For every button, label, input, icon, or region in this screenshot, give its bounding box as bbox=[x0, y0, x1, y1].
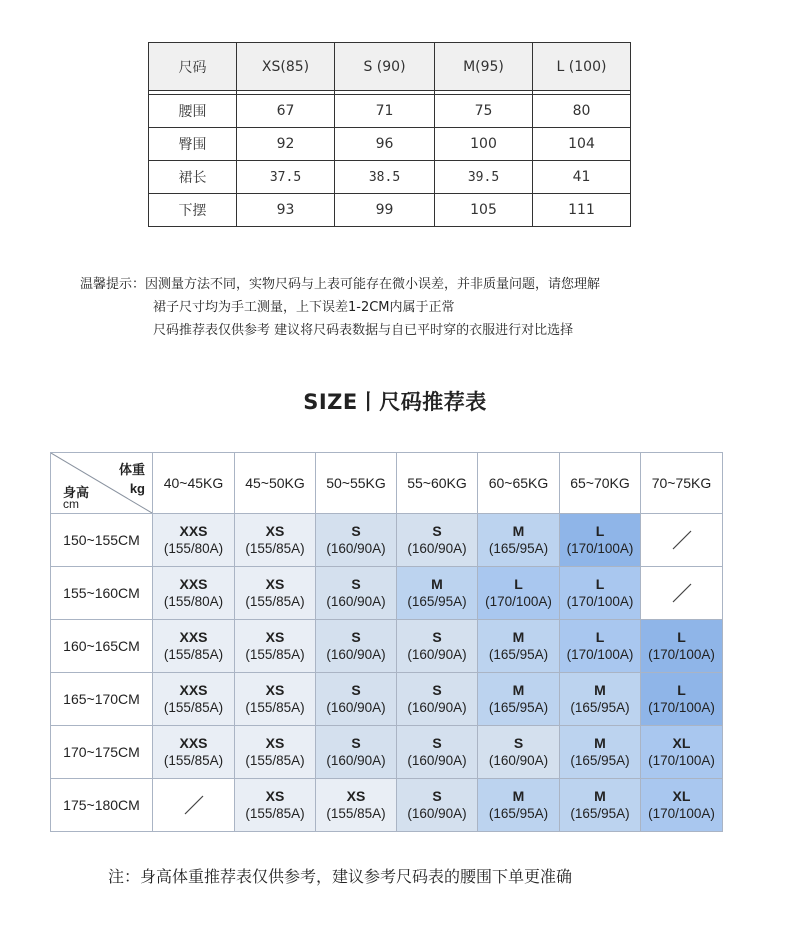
size-cell bbox=[478, 567, 560, 620]
not-recommended-cell bbox=[641, 567, 723, 620]
size-label: XS bbox=[265, 629, 285, 645]
size-label: XS bbox=[346, 788, 366, 804]
weight-header: 60~65KG bbox=[478, 453, 560, 514]
size-label: S bbox=[432, 629, 442, 645]
size-cell bbox=[397, 567, 478, 620]
size-spec: (155/85A) bbox=[245, 700, 305, 715]
note-line-1 bbox=[80, 273, 600, 296]
size-label: L bbox=[514, 576, 523, 592]
size-spec: (155/85A) bbox=[245, 806, 305, 821]
row-label: 臀围 bbox=[149, 128, 237, 161]
cell-value: 71 bbox=[335, 95, 435, 128]
size-cell bbox=[641, 620, 723, 673]
size-spec: (165/95A) bbox=[488, 700, 549, 715]
cell-value: 41 bbox=[533, 161, 631, 194]
size-label: XS bbox=[265, 788, 285, 804]
measurement-header-row bbox=[149, 43, 631, 91]
size-cell bbox=[397, 620, 478, 673]
measurement-table bbox=[148, 42, 631, 227]
size-spec: (155/85A) bbox=[245, 594, 305, 609]
height-row bbox=[51, 567, 723, 620]
size-cell bbox=[316, 779, 397, 832]
measurement-row-hip bbox=[149, 128, 631, 161]
size-spec: (165/95A) bbox=[488, 647, 549, 662]
size-cell bbox=[478, 620, 560, 673]
size-spec: (160/90A) bbox=[326, 700, 386, 715]
size-spec: (165/95A) bbox=[570, 806, 630, 821]
size-spec: (160/90A) bbox=[407, 647, 467, 662]
size-label: XS bbox=[265, 682, 285, 698]
size-label: XXS bbox=[179, 576, 208, 592]
size-label: M bbox=[594, 735, 606, 751]
size-label: M bbox=[512, 788, 525, 804]
size-spec: (170/100A) bbox=[485, 594, 552, 609]
note-prefix: 温馨提示： bbox=[80, 277, 146, 292]
not-recommended-cell bbox=[641, 514, 723, 567]
size-cell bbox=[478, 779, 560, 832]
weight-header: 50~55KG bbox=[316, 453, 397, 514]
size-spec: (160/90A) bbox=[407, 806, 467, 821]
note-text-1: 因测量方法不同，实物尺码与上表可能存在微小误差，并非质量问题，请您理解 bbox=[145, 277, 601, 292]
cell-value: 75 bbox=[435, 95, 533, 128]
size-label: L bbox=[595, 629, 605, 645]
size-cell bbox=[153, 514, 235, 567]
size-spec: (155/85A) bbox=[163, 647, 224, 662]
size-label: XL bbox=[672, 735, 691, 751]
size-spec: (160/90A) bbox=[407, 541, 467, 556]
size-cell bbox=[560, 620, 641, 673]
size-spec: (155/80A) bbox=[163, 541, 224, 556]
size-spec: (155/85A) bbox=[163, 753, 224, 768]
size-label: S bbox=[351, 523, 361, 539]
height-label: 165~170CM bbox=[51, 673, 153, 726]
size-cell bbox=[316, 726, 397, 779]
weight-header: 65~70KG bbox=[560, 453, 641, 514]
measurement-row-length bbox=[149, 161, 631, 194]
size-label: S bbox=[432, 523, 442, 539]
size-label: S bbox=[432, 682, 442, 698]
weight-header-row bbox=[51, 453, 723, 514]
size-label: S bbox=[432, 735, 442, 751]
size-spec: (160/90A) bbox=[488, 753, 549, 768]
section-title: SIZE丨尺码推荐表 bbox=[303, 390, 487, 414]
size-cell bbox=[235, 779, 316, 832]
note-line-2: 裙子尺寸均为手工测量，上下误差1-2CM内属于正常 bbox=[153, 300, 455, 315]
size-label: L bbox=[677, 682, 686, 698]
size-cell bbox=[641, 673, 723, 726]
size-spec: (155/85A) bbox=[163, 700, 224, 715]
size-spec: (160/90A) bbox=[326, 541, 386, 556]
size-label: L bbox=[595, 576, 605, 592]
size-cell bbox=[153, 726, 235, 779]
size-spec: (160/90A) bbox=[326, 753, 386, 768]
size-spec: (170/100A) bbox=[566, 541, 634, 556]
size-cell bbox=[397, 779, 478, 832]
size-label: S bbox=[351, 682, 361, 698]
size-cell bbox=[153, 620, 235, 673]
size-spec: (155/85A) bbox=[245, 541, 305, 556]
size-spec: (165/95A) bbox=[570, 753, 630, 768]
size-label: XS bbox=[265, 576, 285, 592]
size-cell bbox=[235, 726, 316, 779]
size-spec: (160/90A) bbox=[407, 753, 467, 768]
size-cell bbox=[316, 514, 397, 567]
size-spec: (170/100A) bbox=[566, 594, 634, 609]
size-cell bbox=[478, 726, 560, 779]
size-cell bbox=[397, 673, 478, 726]
cell-value: 111 bbox=[533, 194, 631, 227]
size-cell bbox=[641, 726, 723, 779]
size-cell bbox=[641, 779, 723, 832]
footnote: 注：身高体重推荐表仅供参考，建议参考尺码表的腰围下单更准确 bbox=[108, 867, 573, 886]
slash-icon bbox=[671, 582, 693, 604]
size-spec: (160/90A) bbox=[326, 594, 386, 609]
size-label: M bbox=[512, 629, 525, 645]
slash-icon bbox=[671, 529, 693, 551]
height-row bbox=[51, 673, 723, 726]
size-cell bbox=[153, 567, 235, 620]
size-label: XXS bbox=[179, 629, 208, 645]
size-cell bbox=[153, 673, 235, 726]
size-spec: (165/95A) bbox=[488, 541, 549, 556]
cell-value: 104 bbox=[533, 128, 631, 161]
cell-value: 38.5 bbox=[335, 161, 435, 194]
size-label: S bbox=[432, 788, 442, 804]
size-cell bbox=[316, 567, 397, 620]
size-spec: (165/95A) bbox=[570, 700, 630, 715]
size-spec: (170/100A) bbox=[648, 806, 715, 821]
size-spec: (155/85A) bbox=[245, 647, 305, 662]
size-label: XXS bbox=[179, 523, 208, 539]
row-label: 下摆 bbox=[149, 194, 237, 227]
size-label: S bbox=[351, 576, 361, 592]
size-label: M bbox=[594, 682, 606, 698]
size-spec: (160/90A) bbox=[407, 700, 467, 715]
height-row bbox=[51, 620, 723, 673]
header-size-label: 尺码 bbox=[149, 43, 237, 91]
height-row bbox=[51, 514, 723, 567]
row-label: 裙长 bbox=[149, 161, 237, 194]
size-label: XXS bbox=[179, 682, 208, 698]
header-l: L (100) bbox=[533, 43, 631, 91]
size-label: XXS bbox=[179, 735, 208, 751]
size-label: M bbox=[512, 682, 525, 698]
weight-header: 55~60KG bbox=[397, 453, 478, 514]
cell-value: 100 bbox=[435, 128, 533, 161]
cell-value: 37.5 bbox=[237, 161, 335, 194]
size-cell bbox=[478, 514, 560, 567]
cell-value: 105 bbox=[435, 194, 533, 227]
notes-block bbox=[80, 273, 600, 342]
weight-header: 40~45KG bbox=[153, 453, 235, 514]
height-label: 150~155CM bbox=[51, 514, 153, 567]
not-recommended-cell bbox=[153, 779, 235, 832]
weight-header: 70~75KG bbox=[641, 453, 723, 514]
size-label: S bbox=[351, 735, 361, 751]
cell-value: 93 bbox=[237, 194, 335, 227]
size-spec: (160/90A) bbox=[326, 647, 386, 662]
size-cell bbox=[560, 726, 641, 779]
size-spec: (170/100A) bbox=[648, 700, 715, 715]
size-spec: (155/85A) bbox=[326, 806, 386, 821]
corner-height: 身高 bbox=[63, 485, 90, 500]
weight-header: 45~50KG bbox=[235, 453, 316, 514]
height-row bbox=[51, 726, 723, 779]
size-cell bbox=[560, 514, 641, 567]
cell-value: 99 bbox=[335, 194, 435, 227]
height-row bbox=[51, 779, 723, 832]
cell-value: 92 bbox=[237, 128, 335, 161]
size-label: S bbox=[513, 735, 524, 751]
size-label: M bbox=[431, 576, 443, 592]
cell-value: 67 bbox=[237, 95, 335, 128]
height-label: 170~175CM bbox=[51, 726, 153, 779]
size-cell bbox=[235, 620, 316, 673]
size-label: S bbox=[351, 629, 361, 645]
size-spec: (165/95A) bbox=[407, 594, 467, 609]
measurement-row-waist bbox=[149, 95, 631, 128]
size-spec: (170/100A) bbox=[648, 647, 715, 662]
size-label: M bbox=[594, 788, 606, 804]
header-m: M(95) bbox=[435, 43, 533, 91]
size-cell bbox=[397, 726, 478, 779]
size-spec: (170/100A) bbox=[566, 647, 634, 662]
note-line-3: 尺码推荐表仅供参考 建议将尺码表数据与自已平时穿的衣服进行对比选择 bbox=[153, 323, 574, 338]
size-label: L bbox=[595, 523, 605, 539]
size-cell bbox=[235, 514, 316, 567]
cell-value: 39.5 bbox=[435, 161, 533, 194]
size-label: M bbox=[512, 523, 525, 539]
size-spec: (170/100A) bbox=[648, 753, 715, 768]
size-recommend-table bbox=[50, 452, 723, 832]
row-label: 腰围 bbox=[149, 95, 237, 128]
size-cell bbox=[316, 620, 397, 673]
corner-kg: kg bbox=[129, 481, 145, 496]
cell-value: 96 bbox=[335, 128, 435, 161]
corner-cell bbox=[51, 453, 153, 514]
size-cell bbox=[560, 779, 641, 832]
size-cell bbox=[235, 673, 316, 726]
size-cell bbox=[478, 673, 560, 726]
size-cell bbox=[560, 567, 641, 620]
size-cell bbox=[560, 673, 641, 726]
header-s: S (90) bbox=[335, 43, 435, 91]
header-xs: XS(85) bbox=[237, 43, 335, 91]
size-label: XS bbox=[265, 523, 285, 539]
size-label: L bbox=[677, 629, 686, 645]
corner-weight: 体重 bbox=[118, 462, 145, 477]
height-label: 175~180CM bbox=[51, 779, 153, 832]
slash-icon bbox=[183, 794, 205, 816]
size-spec: (155/85A) bbox=[245, 753, 305, 768]
measurement-row-hem bbox=[149, 194, 631, 227]
size-label: XS bbox=[265, 735, 285, 751]
size-cell bbox=[397, 514, 478, 567]
height-label: 160~165CM bbox=[51, 620, 153, 673]
size-label: XL bbox=[672, 788, 691, 804]
height-label: 155~160CM bbox=[51, 567, 153, 620]
corner-cm: cm bbox=[63, 497, 79, 511]
size-cell bbox=[235, 567, 316, 620]
size-spec: (155/80A) bbox=[163, 594, 224, 609]
size-spec: (165/95A) bbox=[488, 806, 549, 821]
cell-value: 80 bbox=[533, 95, 631, 128]
size-cell bbox=[316, 673, 397, 726]
